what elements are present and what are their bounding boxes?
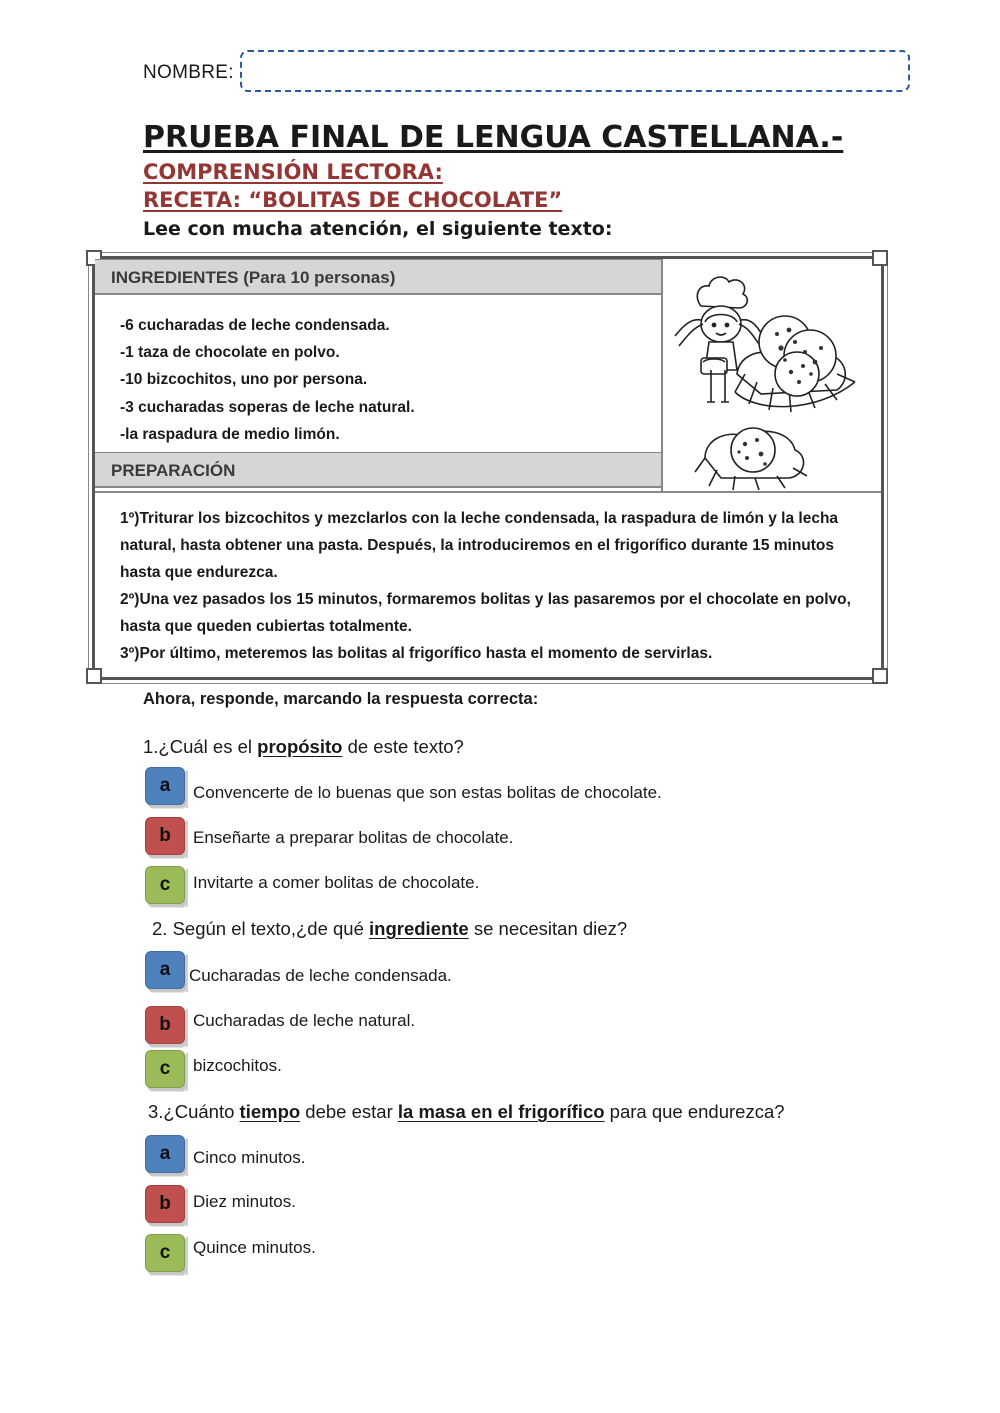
q1-option-c-button[interactable]: c [145, 866, 185, 904]
divider [186, 1009, 188, 1047]
q1-option-b-button[interactable]: b [145, 817, 185, 855]
q2-option-a-text[interactable]: Cucharadas de leche condensada. [189, 966, 452, 985]
ingredient-item: -la raspadura de medio limón. [120, 425, 340, 443]
preparation-header: PREPARACIÓN [95, 452, 661, 488]
keyword: tiempo [239, 1101, 301, 1122]
q3-option-a-button[interactable]: a [145, 1135, 185, 1173]
keyword: la masa en el frigorífico [397, 1101, 605, 1122]
divider [186, 770, 188, 808]
recipe-title: RECETA: “BOLITAS DE CHOCOLATE” [143, 188, 563, 212]
divider [661, 259, 663, 492]
divider [95, 491, 881, 493]
q2-option-a-button[interactable]: a [145, 951, 185, 989]
ingredient-item: -1 taza de chocolate en polvo. [120, 344, 340, 362]
divider [186, 1138, 188, 1176]
ingredients-list [120, 312, 415, 448]
q3-option-c-text[interactable]: Quince minutos. [193, 1238, 316, 1257]
page-title: PRUEBA FINAL DE LENGUA CASTELLANA.- [143, 120, 844, 155]
divider [186, 954, 188, 992]
question-3: 3.¿Cuánto tiempo debe estar la masa en el frigorífico para que endurezca? [148, 1101, 785, 1122]
preparation-steps [120, 505, 865, 667]
q2-option-b-text[interactable]: Cucharadas de leche natural. [193, 1011, 416, 1030]
intro-text: Lee con mucha atención, el siguiente texto: [143, 218, 613, 240]
q1-option-c-text[interactable]: Invitarte a comer bolitas de chocolate. [193, 873, 480, 892]
frame-corner [86, 668, 102, 684]
preparation-step: 1º)Triturar los bizcochitos y mezclarlos con la leche condensada, la raspadura de limón y la lecha natural, hasta obtener una pasta. Después, la introduciremos en el frigorífico durante 15 minutos hasta que endurezca. [120, 510, 839, 581]
ingredients-header: INGREDIENTES (Para 10 personas) [95, 259, 661, 295]
keyword: propósito [257, 736, 343, 757]
question-1: 1.¿Cuál es el propósito de este texto? [143, 736, 464, 757]
chef-girl-illustration [665, 262, 880, 490]
name-field[interactable] [240, 50, 910, 92]
q2-option-b-button[interactable]: b [145, 1006, 185, 1044]
name-label: NOMBRE: [143, 62, 234, 83]
section-subtitle: COMPRENSIÓN LECTORA: [143, 160, 443, 184]
q3-option-b-button[interactable]: b [145, 1185, 185, 1223]
q3-option-a-text[interactable]: Cinco minutos. [193, 1148, 306, 1167]
q1-option-b-text[interactable]: Enseñarte a preparar bolitas de chocolate. [193, 828, 514, 847]
frame-corner [872, 668, 888, 684]
q1-option-a-text[interactable]: Convencerte de lo buenas que son estas bolitas de chocolate. [193, 783, 662, 802]
divider [186, 1188, 188, 1226]
question-2: 2. Según el texto,¿de qué ingrediente se necesitan diez? [152, 918, 628, 939]
ingredient-item: -3 cucharadas soperas de leche natural. [120, 398, 415, 416]
q2-option-c-button[interactable]: c [145, 1050, 185, 1088]
ingredient-item: -10 bizcochitos, uno por persona. [120, 371, 368, 389]
divider [186, 1053, 188, 1091]
q3-option-b-text[interactable]: Diez minutos. [193, 1192, 296, 1211]
keyword: ingrediente [369, 918, 469, 939]
preparation-step: 2º)Una vez pasados los 15 minutos, formaremos bolitas y las pasaremos por el chocolate en polvo, hasta que queden cubiertas totalmente. [120, 591, 851, 635]
q1-option-a-button[interactable]: a [145, 767, 185, 805]
preparation-step: 3º)Por último, meteremos las bolitas al frigorífico hasta el momento de servirlas. [120, 645, 713, 662]
instructions-text: Ahora, responde, marcando la respuesta correcta: [143, 690, 539, 708]
divider [186, 1237, 188, 1275]
q3-option-c-button[interactable]: c [145, 1234, 185, 1272]
divider [186, 869, 188, 907]
ingredient-item: -6 cucharadas de leche condensada. [120, 317, 390, 334]
q2-option-c-text[interactable]: bizcochitos. [193, 1056, 282, 1075]
divider [186, 820, 188, 858]
